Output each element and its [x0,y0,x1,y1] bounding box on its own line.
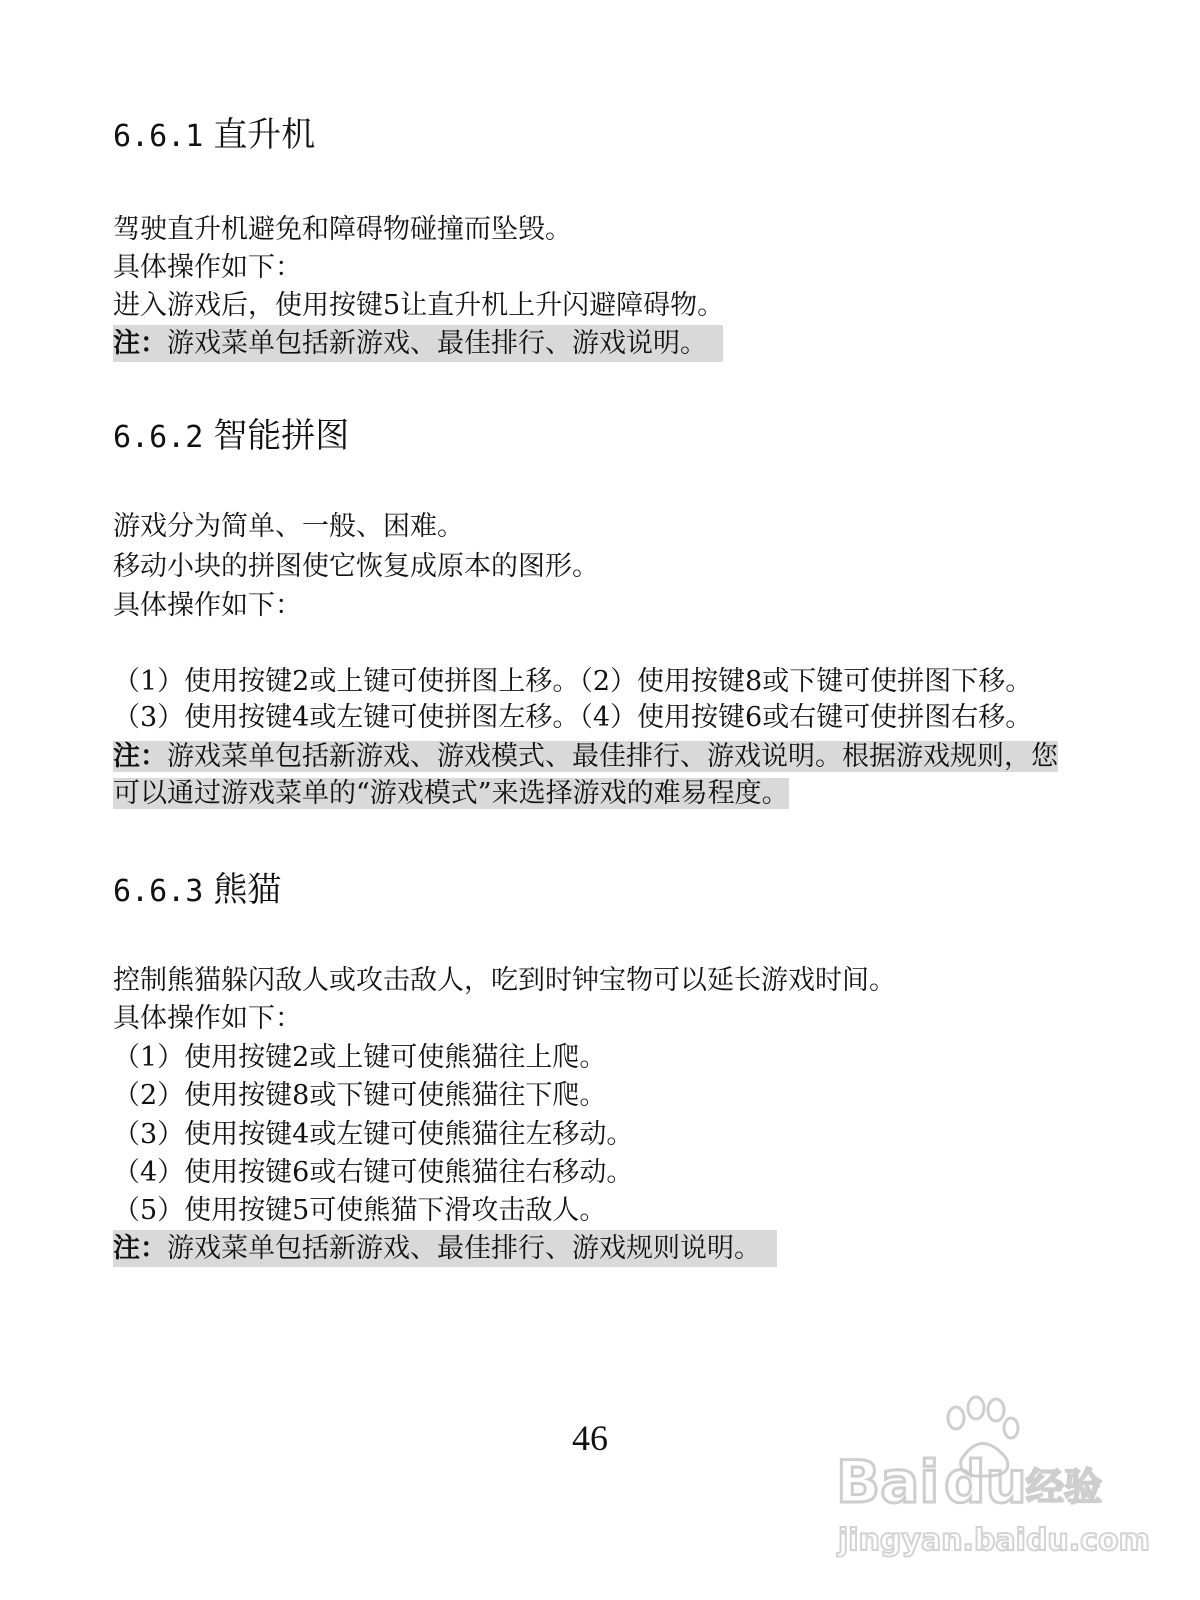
note-highlight [113,738,1066,812]
svg-text:经验: 经验 [1026,1465,1103,1509]
section-title: 直升机 [213,115,316,155]
body-line: 游戏分为简单、一般、困难。 [113,511,464,542]
page-number: 46 [572,1418,608,1458]
body-line: 具体操作如下： [113,1003,302,1034]
section-title: 熊猫 [213,870,282,910]
body-line: （1）使用按键2或上键可使熊猫往上爬。 [113,1042,607,1073]
body-line: 具体操作如下： [113,590,302,621]
section-number: 6.6.2 [113,420,204,455]
note-text: 游戏菜单包括新游戏、最佳排行、游戏说明。 [167,328,707,359]
body-line: （5）使用按键5可使熊猫下滑攻击敌人。 [113,1195,607,1226]
section-title: 智能拼图 [213,416,350,456]
section-heading-helicopter [113,115,315,157]
note-text: 游戏菜单包括新游戏、游戏模式、最佳排行、游戏说明。根据游戏规则，您可以通过游戏菜单的“游戏模式”来选择游戏的难易程度。 [113,741,1058,809]
note-label: 注： [113,328,167,359]
section-number: 6.6.3 [113,874,204,909]
body-line: 控制熊猫躲闪敌人或攻击敌人，吃到时钟宝物可以延长游戏时间。 [113,965,896,996]
note-highlight [113,325,723,362]
svg-text:du: du [944,1448,1027,1516]
body-line: （4）使用按键6或右键可使熊猫往右移动。 [113,1157,634,1188]
note-highlight [113,1230,777,1267]
body-line: 移动小块的拼图使它恢复成原本的图形。 [113,551,599,582]
section-heading-puzzle [113,416,349,458]
body-line: （3）使用按键4或左键可使熊猫往左移动。 [113,1119,634,1150]
body-line: （3）使用按键4或左键可使拼图左移。（4）使用按键6或右键可使拼图右移。 [113,702,1033,733]
section-heading-panda [113,870,281,912]
body-line: （2）使用按键8或下键可使熊猫往下爬。 [113,1080,607,1111]
body-line: 进入游戏后，使用按键5让直升机上升闪避障碍物。 [113,290,725,321]
body-line: 驾驶直升机避免和障碍物碰撞而坠毁。 [113,214,572,245]
svg-text:jingyan.baidu.com: jingyan.baidu.com [838,1523,1150,1558]
body-line: （1）使用按键2或上键可使拼图上移。（2）使用按键8或下键可使拼图下移。 [113,666,1033,697]
svg-text:Bai: Bai [836,1448,940,1516]
section-number: 6.6.1 [113,119,204,154]
note-text: 游戏菜单包括新游戏、最佳排行、游戏规则说明。 [167,1233,761,1264]
note-label: 注： [113,1233,167,1264]
body-line: 具体操作如下： [113,252,302,283]
note-label: 注： [113,741,167,772]
baidu-watermark-logo [836,1390,1150,1570]
